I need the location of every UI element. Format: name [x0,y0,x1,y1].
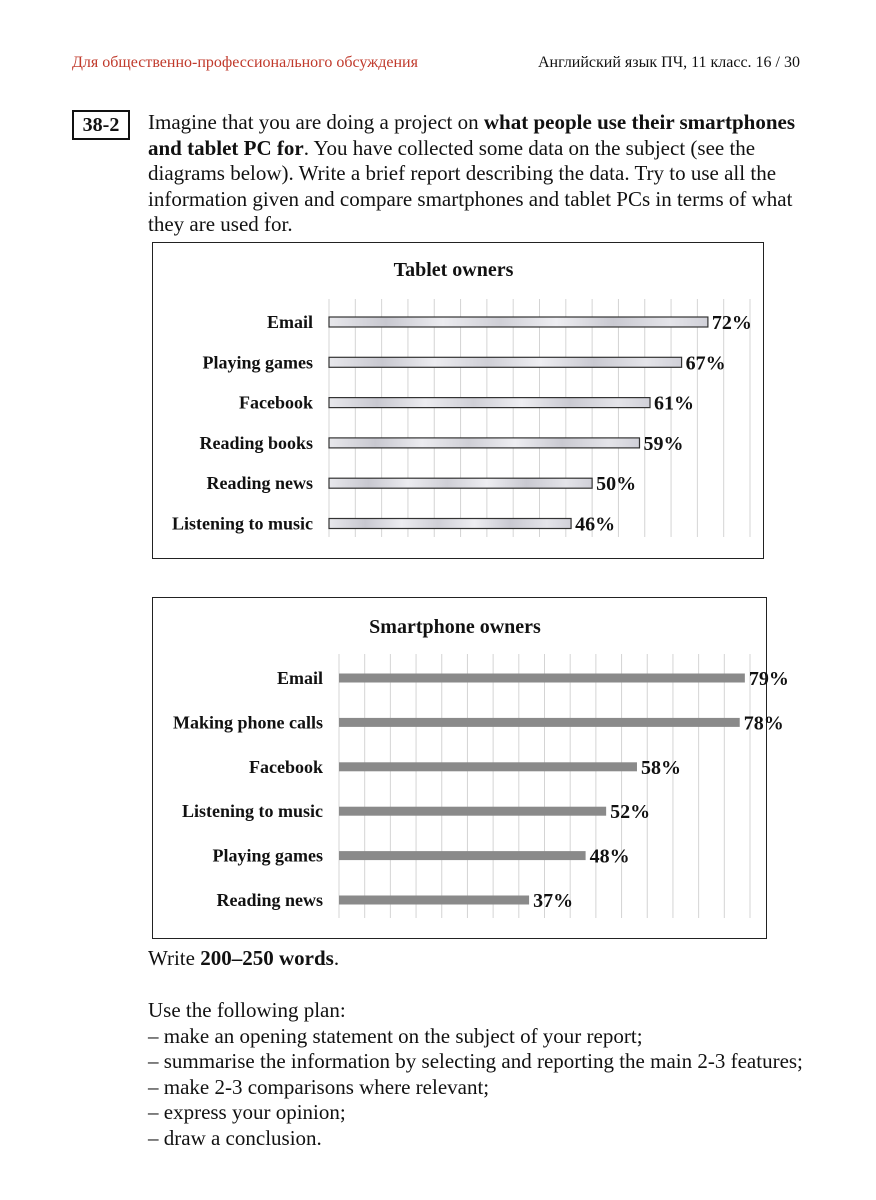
task-number-box: 38-2 [72,110,130,140]
tablet-chart [153,243,762,557]
category-label: Playing games [202,352,313,373]
task-intro-start: Imagine that you are doing a project on [148,110,484,134]
plan-intro: Use the following plan: [148,998,346,1022]
chart-grid [339,654,750,918]
bar [329,478,592,488]
bar [339,851,586,860]
category-label: Email [266,312,313,332]
category-label: Facebook [239,392,313,413]
data-label: 37% [533,890,574,912]
task-instructions [148,110,813,238]
category-label: Reading books [199,432,313,453]
data-label: 67% [685,352,726,375]
task-intro-bold: what people use their smartphones and tablet PC for [148,110,796,160]
plan-item: – summarise the information by selecting and reporting the main 2-3 features; [148,1049,803,1073]
bar [339,896,529,905]
category-label: Reading news [216,890,323,910]
bar [339,807,606,816]
category-label: Listening to music [171,513,313,534]
plan-item: – draw a conclusion. [148,1125,322,1150]
category-label: Email [276,668,323,688]
chart-title: Tablet owners [393,259,514,281]
smartphone-chart-frame [152,597,789,939]
header-page-info: Английский язык ПЧ, 11 класс. 16 / 30 [537,54,800,71]
tablet-chart-frame [152,242,764,559]
bar [329,317,708,327]
data-label: 50% [596,473,637,496]
bar [339,762,637,771]
header-note: Для общественно-профессионального обсуждения [72,54,418,71]
bar [329,519,571,529]
data-label: 48% [589,845,630,868]
bar [339,674,745,683]
category-label: Reading news [206,473,313,494]
word-count: 200–250 words [200,946,334,970]
plan-item: – express your opinion; [148,1100,346,1124]
word-count-instruction [148,946,339,971]
plan-item: – make 2-3 comparisons where relevant; [148,1074,490,1099]
data-label: 72% [711,312,752,334]
data-label: 79% [748,668,789,690]
bar [339,718,740,727]
category-label: Facebook [249,756,323,777]
chart-title: Smartphone owners [369,616,541,638]
bar [329,438,639,448]
data-label: 59% [643,432,684,455]
category-label: Making phone calls [172,712,323,733]
write-prefix: Write [148,946,201,970]
bar [329,357,682,367]
data-label: 52% [610,801,651,824]
smartphone-chart [153,598,789,937]
data-label: 46% [575,513,616,536]
category-label: Playing games [212,845,323,866]
plan-item: – make an opening statement on the subject of your report; [148,1023,643,1048]
data-label: 78% [743,712,784,735]
category-label: Listening to music [181,801,323,822]
write-suffix: . [333,946,340,970]
chart-grid [329,299,750,537]
data-label: 58% [640,756,681,779]
report-plan [148,998,808,1151]
task-intro-end: . You have collected some data on the subject (see the diagrams below). Write a brief report describing the data. Try to use all the information given and compare smartphones and tablet PCs in terms of what they are used for. [148,135,793,236]
bar [329,398,650,408]
data-label: 61% [654,392,695,415]
